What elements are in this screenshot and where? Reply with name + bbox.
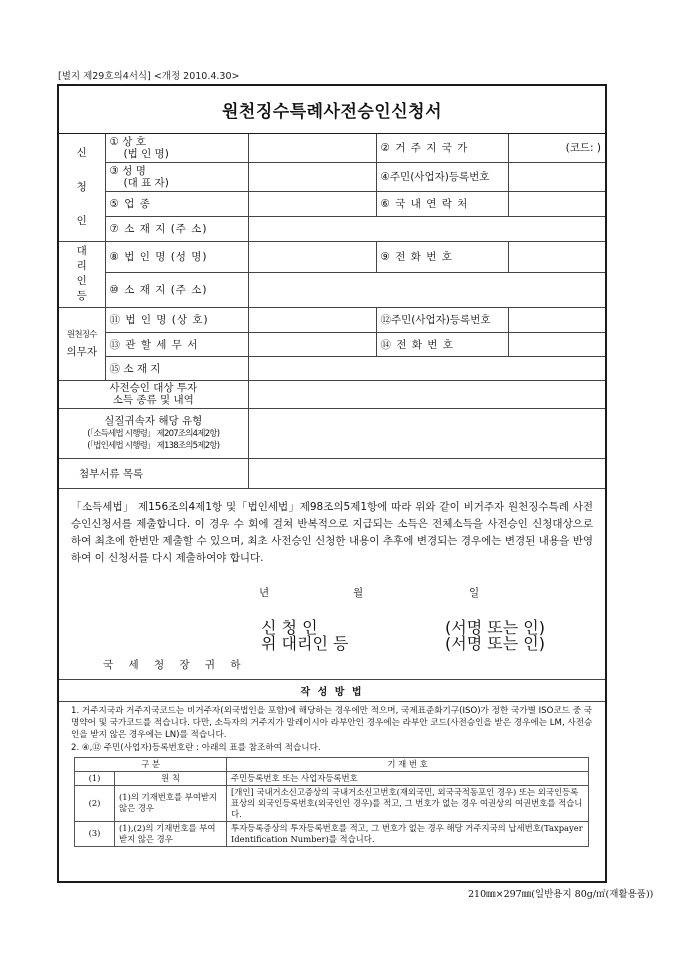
guide-row-no: (3) — [75, 821, 115, 846]
agent-address-field[interactable] — [248, 272, 605, 307]
withholder-phone-field[interactable] — [508, 332, 605, 356]
withholder-name-field[interactable] — [248, 307, 376, 332]
guide-col-number: 기 재 번 호 — [227, 757, 589, 771]
domestic-contact-label: ⑥ 국 내 연 락 처 — [376, 191, 508, 216]
representative-field[interactable] — [248, 162, 376, 191]
date-month: 월 — [353, 586, 364, 599]
agent-group-label: 대 리 인 등 — [59, 241, 105, 307]
business-type-label: ⑤ 업 종 — [105, 191, 248, 216]
writing-guide — [59, 679, 605, 847]
tax-office-field[interactable] — [248, 332, 376, 356]
withholder-regno-label: ⑫주민(사업자)등록번호 — [376, 307, 508, 332]
investment-income-label: 사전승인 대상 투자 소득 종류 및 내역 — [59, 380, 248, 408]
agent-sign-field[interactable]: (서명 또는 인) — [445, 633, 545, 653]
agent-phone-label: ⑨ 전 화 번 호 — [376, 241, 508, 272]
guide-row-content: 주민등록번호 또는 사업자등록번호 — [227, 771, 589, 785]
investment-income-field[interactable] — [248, 380, 605, 408]
regno-guide-table — [74, 757, 589, 847]
guide-col-category: 구 분 — [75, 757, 227, 771]
applicant-sign-label: 신 청 인 — [261, 617, 318, 637]
guide-title: 작 성 방 법 — [59, 680, 605, 702]
title-row — [59, 86, 605, 134]
guide-row-category: 원 칙 — [115, 771, 227, 785]
attachments-label: 첨부서류 목록 — [59, 458, 248, 488]
withholder-regno-field[interactable] — [508, 307, 605, 332]
agent-sign-label: 위 대리인 등 — [261, 633, 349, 653]
guide-row-no: (1) — [75, 771, 115, 785]
withholder-phone-label: ⑭ 전 화 번 호 — [376, 332, 508, 356]
company-name-field[interactable] — [248, 134, 376, 162]
tax-office-label: ⑬ 관 할 세 무 서 — [105, 332, 248, 356]
guide-row-category: (1),(2)의 기재번호를 부여받지 않은 경우 — [115, 821, 227, 846]
guide-row-content: 투자등록증상의 투자등록번호를 적고, 그 번호가 없는 경우 해당 거주지국의 납세번호(Taxpayer Identification Number)를 적습니다. — [227, 821, 589, 846]
applicant-group-label: 신 청 인 — [59, 134, 105, 241]
company-name-label: ① 상 호 (법 인 명) — [105, 134, 248, 162]
withholder-name-label: ⑪ 법 인 명 (상 호) — [105, 307, 248, 332]
addressee: 국 세 청 장 귀 하 — [103, 658, 247, 671]
agent-address-label: ⑩ 소 재 지 (주 소) — [105, 272, 248, 307]
applicant-sign-field[interactable]: (서명 또는 인) — [445, 617, 545, 637]
declaration-text: 「소득세법」 제156조의4제1항 및「법인세법」제98조의5제1항에 따라 위와 같이 비거주자 원천징수특례 사전승인신청서를 제출합니다. 이 경우 수 회에 걸쳐 반복적으로 지급되는 소득은 전체소득을 사전승인 신청대상으로 하여 최초에 한번만 제출할 수 있으며, 최초 사전승인 신청한 내용이 추후에 변경되는 경우에는 변경된 내용을 반영하여 이 신청서를 다시 제출하여야 합니다. — [71, 500, 593, 564]
domestic-contact-field[interactable] — [508, 191, 605, 216]
form-number-header: [별지 제29호의4서식] <개정 2010.4.30> — [58, 71, 240, 82]
form-title: 원천징수특례사전승인신청서 — [222, 102, 442, 122]
agent-phone-field[interactable] — [508, 241, 605, 272]
residence-country-label: ② 거 주 지 국 가 — [376, 134, 508, 162]
addressee-row — [59, 649, 605, 679]
agent-name-label: ⑧ 법 인 명 (성 명) — [105, 241, 248, 272]
representative-label: ③ 성 명 (대 표 자) — [105, 162, 248, 191]
agent-name-field[interactable] — [248, 241, 376, 272]
paper-size-footer: 210㎜×297㎜(일반용지 80g/㎡(재활용품)) — [468, 889, 654, 900]
attachments-field[interactable] — [248, 458, 605, 488]
guide-row-content: [개인] 국내거소신고증상의 국내거소신고번호(재외국민, 외국국적동포인 경우) 또는 외국인등록표상의 외국인등록번호(외국인인 경우)를 적고, 그 번호가 없는 경우 여권상의 여권번호를 적습니다. — [227, 785, 589, 821]
applicant-regno-field[interactable] — [508, 162, 605, 191]
guide-row-no: (2) — [75, 785, 115, 821]
withholder-group-label: 원천징수 의무자 — [59, 307, 105, 380]
signature-block — [59, 615, 605, 653]
date-year: 년 — [259, 586, 270, 599]
country-code-field[interactable]: (코드: ) — [508, 134, 605, 162]
applicant-address-label: ⑦ 소 재 지 (주 소) — [105, 216, 248, 241]
date-day: 일 — [469, 586, 480, 599]
form-frame — [57, 84, 607, 883]
applicant-regno-label: ④주민(사업자)등록번호 — [376, 162, 508, 191]
applicant-address-field[interactable] — [248, 216, 605, 241]
withholder-address-label: ⑮ 소 재 지 — [105, 356, 248, 380]
guide-note-1: 1. 거주지국과 거주지국코드는 비거주자(외국법인을 포함)에 해당하는 경우에만 적으며, 국제표준화기구(ISO)가 정한 국가별 ISO코드 중 국명약어 및 국가코드를 적습니다. 다만, 소득자의 거주지가 말레이시아 라부안인 경우에는 라부안 코드(사전승인을 받은 경우에는 LM, 사전승인을 받지 않은 경우에는 LN)를 적습니다. — [71, 705, 593, 740]
beneficial-owner-field[interactable] — [248, 408, 605, 458]
date-row — [59, 585, 605, 605]
withholder-address-field[interactable] — [248, 356, 605, 380]
application-table — [59, 134, 605, 489]
guide-note-2: 2. ④,⑫ 주민(사업자)등록번호란 : 아래의 표를 참조하여 적습니다. — [71, 742, 321, 753]
guide-row-category: (1)의 기재번호를 부여받지 않은 경우 — [115, 785, 227, 821]
business-type-field[interactable] — [248, 191, 376, 216]
beneficial-owner-label: 실질귀속자 해당 유형 (「소득세법 시행령」 제207조의4제2항) (「법인세법 시행령」 제138조의5제2항) — [59, 408, 248, 458]
